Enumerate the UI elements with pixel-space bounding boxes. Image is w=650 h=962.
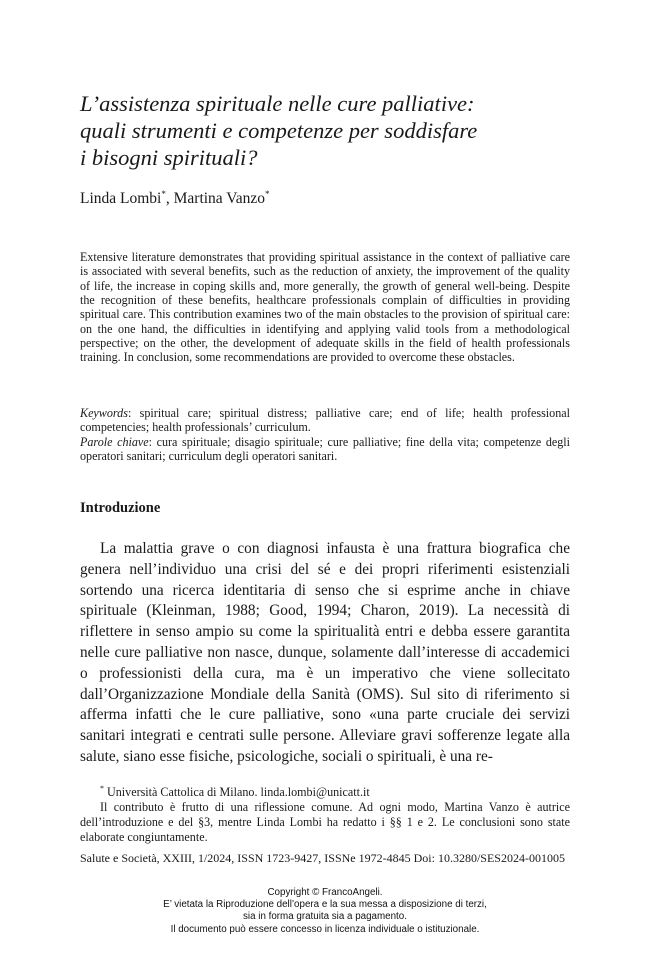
copyright-line: Il documento può essere concesso in licenza individuale o istituzionale.	[170, 923, 480, 935]
footnote-affiliation	[80, 781, 570, 800]
section-heading: Introduzione	[80, 500, 161, 516]
journal-citation: Salute e Società, XXIII, 1/2024, ISSN 1723-9427, ISSNe 1972-4845 Doi: 10.3280/SES2024-001005	[80, 851, 565, 865]
copyright-notice	[0, 887, 650, 936]
keywords	[80, 406, 570, 435]
footnote-mark: *	[100, 784, 104, 793]
copyright-line: sia in forma gratuita sia a pagamento.	[243, 911, 407, 923]
footnote	[80, 781, 570, 845]
parole-chiave	[80, 435, 570, 464]
title-line-2: quali strumenti e competenze per soddisfare	[80, 118, 478, 143]
copyright-line: E’ vietata la Riproduzione dell’opera e la sua messa a disposizione di terzi,	[163, 899, 487, 911]
author-mark: *	[161, 188, 166, 199]
title-line-1: L’assistenza spirituale nelle cure palliative:	[80, 91, 475, 116]
parole-chiave-label: Parole chiave	[80, 435, 149, 449]
parole-chiave-text: : cura spirituale; disagio spirituale; cure palliative; fine della vita; competenze degli operatori sanitari; curriculum degli operatori sanitari.	[80, 435, 571, 464]
footnote-affiliation-text: Università Cattolica di Milano. linda.lombi@unicatt.it	[104, 785, 370, 800]
author-separator: ,	[165, 190, 174, 207]
author-line	[80, 190, 270, 208]
footnote-contribution: Il contributo è frutto di una riflessione comune. Ad ogni modo, Martina Vanzo è autrice dell’introduzione e del §3, mentre Linda Lombi ha redatto i §§ 1 e 2. Le conclusioni sono state elaborate congiuntamente.	[80, 800, 570, 845]
author-name: Linda Lombi	[80, 190, 162, 207]
keywords-label: Keywords	[80, 406, 128, 420]
author-name: Martina Vanzo	[173, 190, 266, 207]
abstract: Extensive literature demonstrates that providing spiritual assistance in the context of palliative care is associated with several benefits, such as the reduction of anxiety, the improvement of the quality of life, the increase in coping skills and, more generally, the growth of general well-being. Despite the recognition of these benefits, healthcare professionals complain of difficulties in providing spiritual care. This contribution examines two of the main obstacles to the provision of spiritual care: on the one hand, the difficulties in identifying and applying valid tools from a methodological perspective; on the other, the development of adequate skills in the field of health professionals training. In conclusion, some recommendations are provided to overcome these obstacles.	[80, 250, 570, 365]
copyright-line: Copyright © FrancoAngeli.	[267, 887, 383, 898]
author-mark: *	[265, 188, 270, 199]
title-line-3: i bisogni spirituali?	[80, 145, 258, 170]
keywords-text: : spiritual care; spiritual distress; palliative care; end of life; health professional competencies; health professionals’ curriculum.	[80, 406, 570, 435]
article-title	[80, 90, 570, 171]
body-paragraph: La malattia grave o con diagnosi infausta è una frattura biografica che genera nell’individuo una crisi del sé e dei propri riferimenti esistenziali sortendo una ricerca identitaria di senso che si esprime anche in chiave spirituale (Kleinman, 1988; Good, 1994; Charon, 2019). La necessità di riflettere in senso ampio su come la spiritualità entri e debba essere garantita nelle cure palliative non nasce, dunque, solamente dall’interesse di accademici o professionisti della cura, ma è un imperativo che viene sollecitato dall’Organizzazione Mondiale della Sanità (OMS). Sul sito di riferimento si afferma infatti che le cure palliative, sono «una parte cruciale dei servizi sanitari integrati e centrati sulle persone. Alleviare gravi sofferenze legate alla salute, siano esse fisiche, psicologiche, sociali o spirituali, è una re-	[80, 540, 570, 765]
